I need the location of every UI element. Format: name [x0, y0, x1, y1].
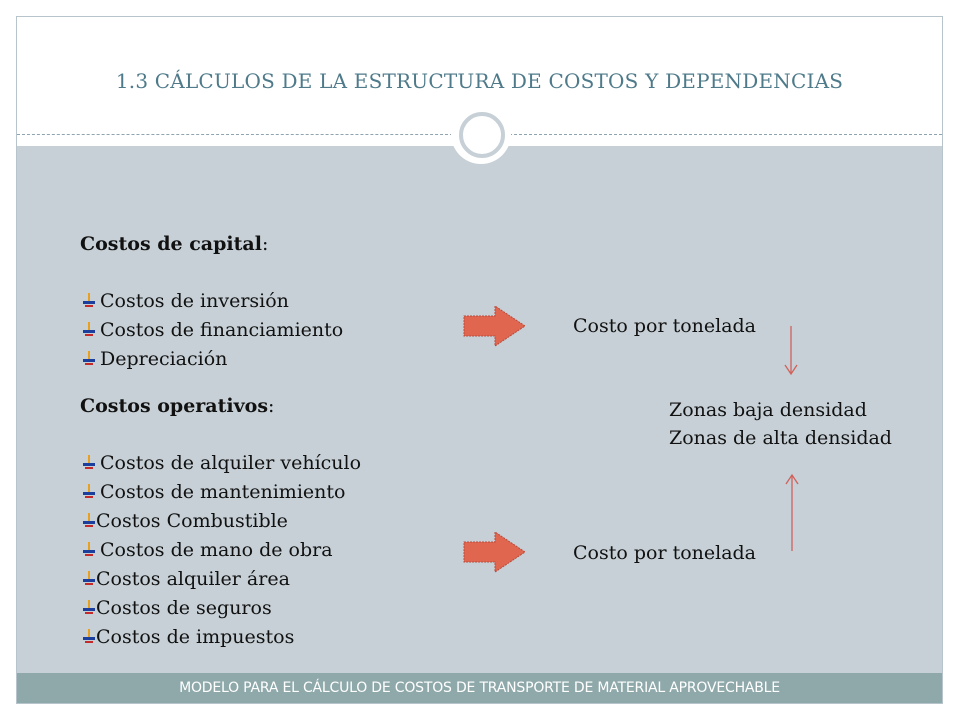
item-label: Depreciación — [100, 348, 228, 370]
block-arrow-right-icon — [464, 532, 525, 572]
zonas-alta-densidad: Zonas de alta densidad — [669, 427, 892, 449]
item-label: Costos de alquiler vehículo — [100, 452, 362, 474]
capital-heading-text: Costos de capital — [80, 233, 262, 255]
slide-footer: MODELO PARA EL CÁLCULO DE COSTOS DE TRANSPORTE DE MATERIAL APROVECHABLE — [17, 673, 942, 703]
slide-title: 1.3 CÁLCULOS DE LA ESTRUCTURA DE COSTOS Y DEPENDENCIAS — [115, 69, 844, 93]
item-label: Costos de inversión — [100, 290, 289, 312]
item-label: Costos alquiler área — [96, 568, 290, 590]
costo-por-tonelada-bottom: Costo por tonelada — [573, 542, 757, 564]
item-label: Costos de seguros — [96, 597, 272, 619]
costo-por-tonelada-top: Costo por tonelada — [573, 315, 757, 337]
item-label: Costos de financiamiento — [100, 319, 344, 341]
item-label: Costos de mantenimiento — [100, 481, 346, 503]
item-label: Costos de impuestos — [96, 626, 295, 648]
item-label: Costos Combustible — [96, 510, 288, 532]
block-arrow-right-icon — [464, 306, 525, 346]
arrow-down-icon — [785, 326, 797, 374]
item-label: Costos de mano de obra — [100, 539, 333, 561]
zonas-baja-densidad: Zonas baja densidad — [669, 399, 867, 421]
operativos-heading: Costos operativos: — [80, 395, 275, 417]
operativos-heading-text: Costos operativos — [80, 395, 269, 417]
arrow-up-icon — [786, 475, 798, 551]
capital-heading: Costos de capital: — [80, 233, 269, 255]
